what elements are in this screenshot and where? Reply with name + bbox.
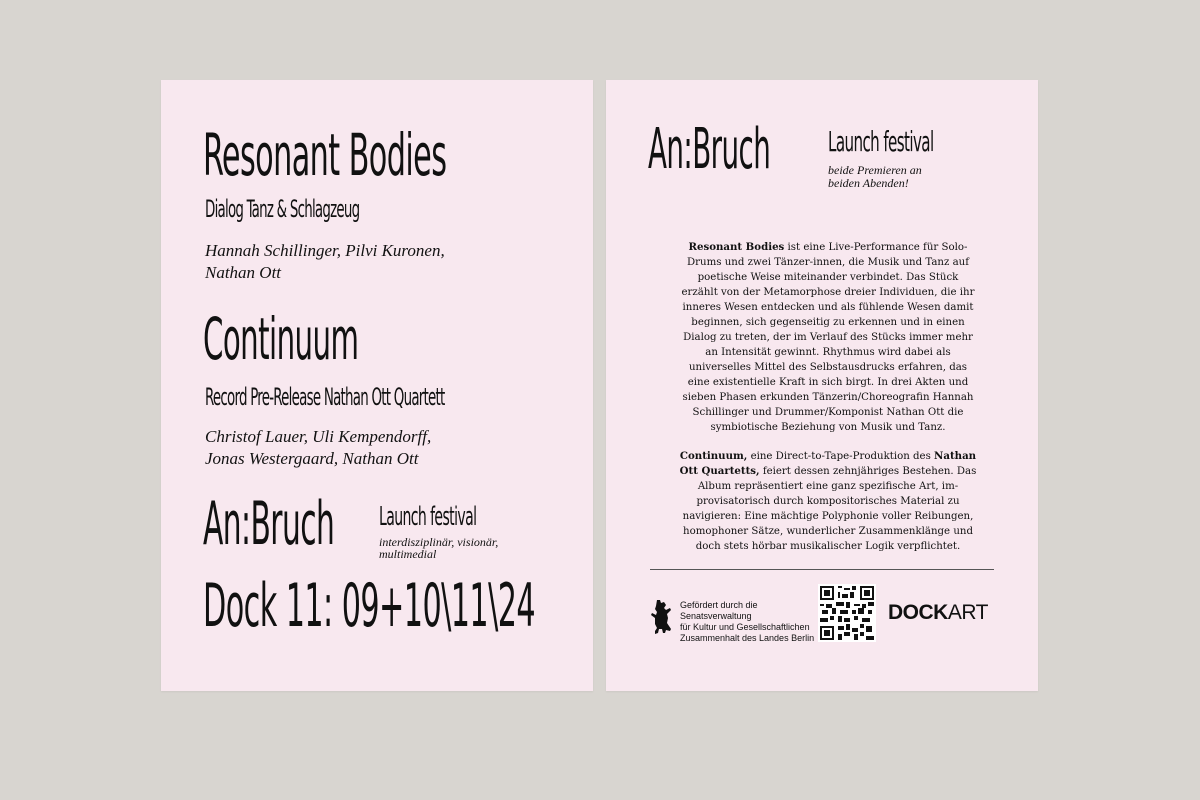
qr-code-icon[interactable] <box>818 584 876 642</box>
names-line: Christof Lauer, Uli Kempendorff, <box>205 427 432 446</box>
launch-festival-note: beide Premieren an beiden Abenden! <box>828 163 922 190</box>
names-line: Hannah Schillinger, Pilvi Kuronen, <box>205 241 445 260</box>
flyer-front <box>161 80 593 691</box>
brand-anbruch: An:Bruch <box>203 489 335 559</box>
subtitle-resonant-bodies: Dialog Tanz & Schlagzeug <box>205 195 360 223</box>
paragraph-lead: Continuum, <box>679 450 748 462</box>
launch-festival-label: Launch festival <box>828 125 934 158</box>
names-continuum <box>205 426 431 470</box>
names-resonant-bodies <box>205 240 445 284</box>
launch-festival-label: Launch festival <box>379 502 477 532</box>
brand-anbruch: An:Bruch <box>648 117 771 182</box>
berlin-bear-icon <box>648 598 674 642</box>
paragraph-emphasis: Nathan Ott Quartetts, <box>679 450 977 477</box>
title-continuum: Continuum <box>203 305 359 373</box>
funding-line: Gefördert durch die Senatsverwaltung <box>680 600 758 621</box>
paragraph-resonant-bodies <box>678 240 978 435</box>
funding-notice <box>680 600 830 644</box>
paragraph-text: eine Direct-to-Tape-Produktion des <box>747 451 935 462</box>
dockart-logo <box>888 602 988 624</box>
names-line: Jonas Westergaard, Nathan Ott <box>205 449 419 468</box>
divider-line <box>650 569 994 570</box>
paragraph-continuum <box>678 449 978 554</box>
launch-festival-tagline: interdisziplinär, visionär, multimedial <box>379 535 499 561</box>
paragraph-text: feiert dessen zehnjähriges Bestehen. Das Album repräsentiert eine ganz spezifische Art, im-provisatorisch durch kompositorisches Material zu navigieren: Eine mächtige Polyphonie voller Reibungen, homophoner Sätze, wunderlicher Zusammenklänge und doch stets hörbar musikalischer Logik verpflichtet. <box>682 466 977 552</box>
names-line: Nathan Ott <box>205 263 282 282</box>
venue-date-line: Dock 11: 09+10\11\24 <box>203 571 536 641</box>
funding-line: Zusammenhalt des Landes Berlin <box>680 633 815 643</box>
paragraph-lead: Resonant Bodies <box>688 241 785 253</box>
title-resonant-bodies: Resonant Bodies <box>203 121 447 189</box>
flyer-back <box>606 80 1038 691</box>
logo-dock: DOCK <box>888 601 948 624</box>
paragraph-text: ist eine Live-Performance für Solo-Drums und zwei Tänzer-innen, die Musik und Tanz auf poetische Weise miteinander verbindet. Das Stück erzählt von der Metamorphose dreier Individuen, die ihr inneres Wesen entdecken und als fühlende Wesen damit beginnen, sich gegenseitig zu erkennen und in einen Dialog zu treten, der im Verlauf des Stücks immer mehr an Intensität gewinnt. Rhythmus wird dabei als universelles Mittel des Selbstausdrucks erfahren, das eine existentielle Kraft in sich birgt. In drei Akten und sieben Phasen erkunden Tänzerin/Choreografin Hannah Schillinger und Drummer/Komponist Nathan Ott die symbiotische Beziehung von Musik und Tanz. <box>681 242 975 433</box>
subtitle-continuum: Record Pre-Release Nathan Ott Quartett <box>205 383 445 411</box>
logo-art: ART <box>947 601 988 624</box>
funding-line: für Kultur und Gesellschaftlichen <box>680 622 810 632</box>
description-body <box>678 240 978 568</box>
